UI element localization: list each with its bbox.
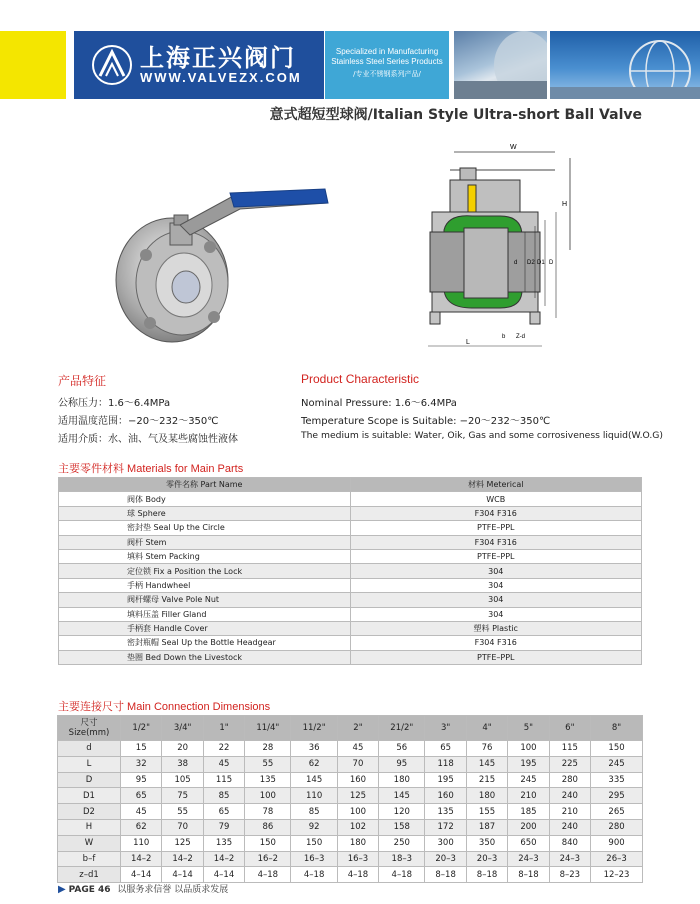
dimension-value: 240	[549, 788, 590, 804]
dimension-value: 118	[425, 756, 466, 772]
dimension-value: 36	[291, 741, 337, 757]
dimension-value: 210	[549, 804, 590, 820]
dimension-value: 70	[337, 756, 378, 772]
size-column-header: 1"	[203, 716, 244, 741]
dimension-value: 135	[245, 772, 291, 788]
dim-label-d-outer: D	[549, 260, 554, 266]
dimension-value: 8–23	[549, 867, 590, 883]
table-row	[59, 506, 642, 520]
table-row	[59, 650, 642, 664]
table-row	[58, 772, 643, 788]
dimension-value: 180	[337, 835, 378, 851]
dimension-value: 78	[245, 804, 291, 820]
dimension-value: 180	[379, 772, 425, 788]
dimension-value: 265	[591, 804, 643, 820]
part-name: 填料压盖 Filler Gland	[59, 607, 351, 621]
dimension-label: D2	[58, 804, 121, 820]
dims-heading: 主要连接尺寸 Main Connection Dimensions	[58, 701, 271, 713]
dimension-value: 95	[379, 756, 425, 772]
part-name: 填料 Stem Packing	[59, 549, 351, 563]
dimension-value: 26–3	[591, 851, 643, 867]
dimension-value: 24–3	[549, 851, 590, 867]
part-name: 球 Sphere	[59, 506, 351, 520]
size-column-header: 6"	[549, 716, 590, 741]
table-row	[58, 804, 643, 820]
dimension-value: 79	[203, 819, 244, 835]
dimension-value: 85	[203, 788, 244, 804]
dimension-value: 100	[508, 741, 549, 757]
part-name: 阀杆 Stem	[59, 535, 351, 549]
table-row	[59, 607, 642, 621]
dimension-value: 4–18	[291, 867, 337, 883]
dimension-value: 20–3	[425, 851, 466, 867]
header-photo-globe	[550, 31, 700, 99]
dimension-value: 24–3	[508, 851, 549, 867]
dimension-value: 20–3	[466, 851, 507, 867]
part-name: 定位锁 Fix a Position the Lock	[59, 564, 351, 578]
table-row	[59, 535, 642, 549]
dimension-value: 4–18	[245, 867, 291, 883]
dimension-value: 650	[508, 835, 549, 851]
dimension-label: b–f	[58, 851, 121, 867]
page-title: 意式超短型球阀/Italian Style Ultra-short Ball Valve	[269, 107, 642, 123]
table-row	[58, 741, 643, 757]
table-row	[59, 621, 642, 635]
characteristic-cn-temperature: 适用温度范围：−20～232～350℃	[58, 416, 219, 427]
table-row	[59, 549, 642, 563]
dimension-value: 15	[121, 741, 162, 757]
dimension-value: 105	[162, 772, 203, 788]
header-photo-valve	[454, 31, 547, 99]
size-label-en: Size(mm)	[68, 728, 110, 738]
dimension-value: 62	[291, 756, 337, 772]
dimension-value: 70	[162, 819, 203, 835]
materials-table	[58, 477, 642, 665]
table-row	[58, 756, 643, 772]
dimension-value: 100	[337, 804, 378, 820]
dim-label-b: b	[502, 334, 506, 340]
dimension-label: H	[58, 819, 121, 835]
dimension-value: 115	[549, 741, 590, 757]
dimension-value: 95	[121, 772, 162, 788]
size-column-header: 3/4"	[162, 716, 203, 741]
dimension-value: 45	[337, 741, 378, 757]
dimension-value: 4–14	[121, 867, 162, 883]
part-material: 塑料 Plastic	[350, 621, 642, 635]
dimension-value: 45	[203, 756, 244, 772]
dimension-value: 65	[203, 804, 244, 820]
table-row	[59, 564, 642, 578]
part-name: 密封瓶帽 Seal Up the Bottle Headgear	[59, 636, 351, 650]
dimension-value: 55	[162, 804, 203, 820]
part-material: PTFE–PPL	[350, 521, 642, 535]
dimension-value: 125	[162, 835, 203, 851]
dimension-label: D	[58, 772, 121, 788]
size-column-header: 4"	[466, 716, 507, 741]
characteristic-en-pressure: Nominal Pressure: 1.6～6.4MPa	[301, 398, 457, 409]
dimension-value: 120	[379, 804, 425, 820]
dimension-value: 145	[291, 772, 337, 788]
part-material: 304	[350, 564, 642, 578]
dimension-value: 16–3	[337, 851, 378, 867]
dimension-value: 215	[466, 772, 507, 788]
dimension-value: 155	[466, 804, 507, 820]
dimension-value: 150	[245, 835, 291, 851]
part-material: 304	[350, 607, 642, 621]
dimension-label: L	[58, 756, 121, 772]
dimension-value: 20	[162, 741, 203, 757]
dimension-value: 900	[591, 835, 643, 851]
dimension-value: 62	[121, 819, 162, 835]
dimension-value: 280	[591, 819, 643, 835]
dimension-value: 28	[245, 741, 291, 757]
dimension-value: 160	[425, 788, 466, 804]
tagline-block	[325, 31, 449, 99]
dim-label-d1: D1	[537, 260, 545, 266]
dimension-value: 76	[466, 741, 507, 757]
dimension-value: 225	[549, 756, 590, 772]
tagline-cn: /专业不锈钢系列产品/	[353, 70, 421, 78]
page-number: PAGE 46	[68, 885, 111, 895]
dimension-value: 195	[508, 756, 549, 772]
table-row	[59, 521, 642, 535]
dimension-value: 4–18	[337, 867, 378, 883]
dimension-value: 45	[121, 804, 162, 820]
dimension-value: 75	[162, 788, 203, 804]
part-name: 手柄套 Handle Cover	[59, 621, 351, 635]
part-material: 304	[350, 593, 642, 607]
dimension-value: 38	[162, 756, 203, 772]
dimension-value: 840	[549, 835, 590, 851]
dimension-value: 8–18	[425, 867, 466, 883]
dim-label-zd: Z-d	[516, 334, 525, 340]
dimension-value: 16–2	[245, 851, 291, 867]
dimension-value: 65	[121, 788, 162, 804]
dimension-value: 85	[291, 804, 337, 820]
dim-label-l: L	[466, 339, 470, 346]
dimension-label: d	[58, 741, 121, 757]
dim-label-h: H	[562, 201, 568, 208]
characteristic-en-medium: The medium is suitable: Water, Oik, Gas and some corrosiveness liquid(W.O.G)	[301, 430, 663, 441]
dimension-value: 150	[291, 835, 337, 851]
dimension-value: 150	[591, 741, 643, 757]
table-row	[58, 819, 643, 835]
valve-product-photo	[110, 185, 335, 345]
dim-label-d2: D2	[527, 260, 535, 266]
table-row	[58, 851, 643, 867]
brand-name-cn: 上海正兴阀门	[140, 44, 296, 72]
dimension-label: D1	[58, 788, 121, 804]
dimension-value: 200	[508, 819, 549, 835]
dimension-value: 4–18	[379, 867, 425, 883]
dimension-value: 110	[291, 788, 337, 804]
dimension-value: 115	[203, 772, 244, 788]
dim-label-d: d	[514, 260, 518, 266]
part-name: 密封垫 Seal Up the Circle	[59, 521, 351, 535]
dimension-value: 18–3	[379, 851, 425, 867]
footer	[58, 882, 228, 895]
part-name: 阀杆螺母 Valve Pole Nut	[59, 593, 351, 607]
dimension-value: 8–18	[466, 867, 507, 883]
dimension-value: 86	[245, 819, 291, 835]
dimension-value: 135	[203, 835, 244, 851]
dimension-value: 240	[549, 819, 590, 835]
dimension-value: 180	[466, 788, 507, 804]
table-row	[59, 492, 642, 506]
dimension-value: 65	[425, 741, 466, 757]
part-material: F304 F316	[350, 535, 642, 549]
dimension-value: 14–2	[203, 851, 244, 867]
characteristic-cn-pressure: 公称压力：1.6～6.4MPa	[58, 398, 171, 409]
dim-label-w: W	[510, 144, 517, 151]
brand-logo-icon	[92, 44, 132, 86]
part-material: PTFE–PPL	[350, 650, 642, 664]
size-column-header: 3"	[425, 716, 466, 741]
characteristic-heading-cn: 产品特征	[58, 374, 107, 388]
size-column-header: 11/2"	[291, 716, 337, 741]
dimension-value: 32	[121, 756, 162, 772]
brand-url: WWW.VALVEZX.COM	[140, 70, 302, 85]
dimension-value: 350	[466, 835, 507, 851]
dimension-value: 22	[203, 741, 244, 757]
dimension-value: 4–14	[203, 867, 244, 883]
dimension-value: 335	[591, 772, 643, 788]
dimension-value: 158	[379, 819, 425, 835]
characteristic-en-temperature: Temperature Scope is Suitable: −20～232～350℃	[301, 416, 551, 427]
dimension-value: 92	[291, 819, 337, 835]
dimension-value: 16–3	[291, 851, 337, 867]
table-row	[58, 867, 643, 883]
dimension-value: 135	[425, 804, 466, 820]
part-name: 手柄 Handwheel	[59, 578, 351, 592]
dimension-value: 8–18	[508, 867, 549, 883]
dimension-value: 12–23	[591, 867, 643, 883]
size-label-cn: 尺寸	[80, 718, 98, 728]
table-row	[59, 593, 642, 607]
dimensions-table	[57, 715, 643, 883]
part-name: 阀体 Body	[59, 492, 351, 506]
size-header	[58, 716, 121, 741]
table-row	[59, 636, 642, 650]
dimension-value: 125	[337, 788, 378, 804]
size-column-header: 2"	[337, 716, 378, 741]
part-material: 304	[350, 578, 642, 592]
dimension-value: 280	[549, 772, 590, 788]
table-row	[58, 835, 643, 851]
part-material: WCB	[350, 492, 642, 506]
size-column-header: 1/2"	[121, 716, 162, 741]
dimension-value: 300	[425, 835, 466, 851]
parts-heading: 主要零件材料 Materials for Main Parts	[58, 463, 244, 475]
dimension-value: 160	[337, 772, 378, 788]
tagline-en-2: Stainless Steel Series Products	[331, 57, 443, 66]
header-yellow-tab	[0, 31, 66, 99]
dimension-label: z–d1	[58, 867, 121, 883]
dimension-value: 185	[508, 804, 549, 820]
table-row	[59, 578, 642, 592]
part-material: F304 F316	[350, 506, 642, 520]
characteristic-cn-medium: 适用介质：水、油、气及某些腐蚀性液体	[58, 434, 238, 445]
page-arrow-icon: ▶	[58, 884, 66, 895]
dimension-value: 295	[591, 788, 643, 804]
dimension-value: 145	[466, 756, 507, 772]
dimension-value: 195	[425, 772, 466, 788]
footer-slogan: 以服务求信誉 以品质求发展	[117, 885, 229, 895]
dimension-value: 110	[121, 835, 162, 851]
dimension-value: 187	[466, 819, 507, 835]
part-material: PTFE–PPL	[350, 549, 642, 563]
valve-technical-drawing	[410, 140, 580, 358]
dimension-value: 250	[379, 835, 425, 851]
dimension-value: 210	[508, 788, 549, 804]
table-row	[58, 788, 643, 804]
dimension-value: 245	[508, 772, 549, 788]
dimension-value: 14–2	[121, 851, 162, 867]
dimension-value: 102	[337, 819, 378, 835]
size-column-header: 8"	[591, 716, 643, 741]
dimension-value: 172	[425, 819, 466, 835]
characteristic-heading-en: Product Characteristic	[301, 372, 420, 386]
dimension-value: 14–2	[162, 851, 203, 867]
dimension-label: W	[58, 835, 121, 851]
size-column-header: 11/4"	[245, 716, 291, 741]
dimension-value: 100	[245, 788, 291, 804]
dimension-value: 4–14	[162, 867, 203, 883]
part-name: 垫圈 Bed Down the Livestock	[59, 650, 351, 664]
size-column-header: 5"	[508, 716, 549, 741]
tagline-en-1: Specialized in Manufacturing	[335, 47, 439, 56]
dimension-value: 55	[245, 756, 291, 772]
dimension-value: 56	[379, 741, 425, 757]
size-column-header: 21/2"	[379, 716, 425, 741]
dimension-value: 245	[591, 756, 643, 772]
col-part-name: 零件名称 Part Name	[59, 478, 351, 492]
part-material: F304 F316	[350, 636, 642, 650]
dimension-value: 145	[379, 788, 425, 804]
col-material: 材料 Meterical	[350, 478, 642, 492]
